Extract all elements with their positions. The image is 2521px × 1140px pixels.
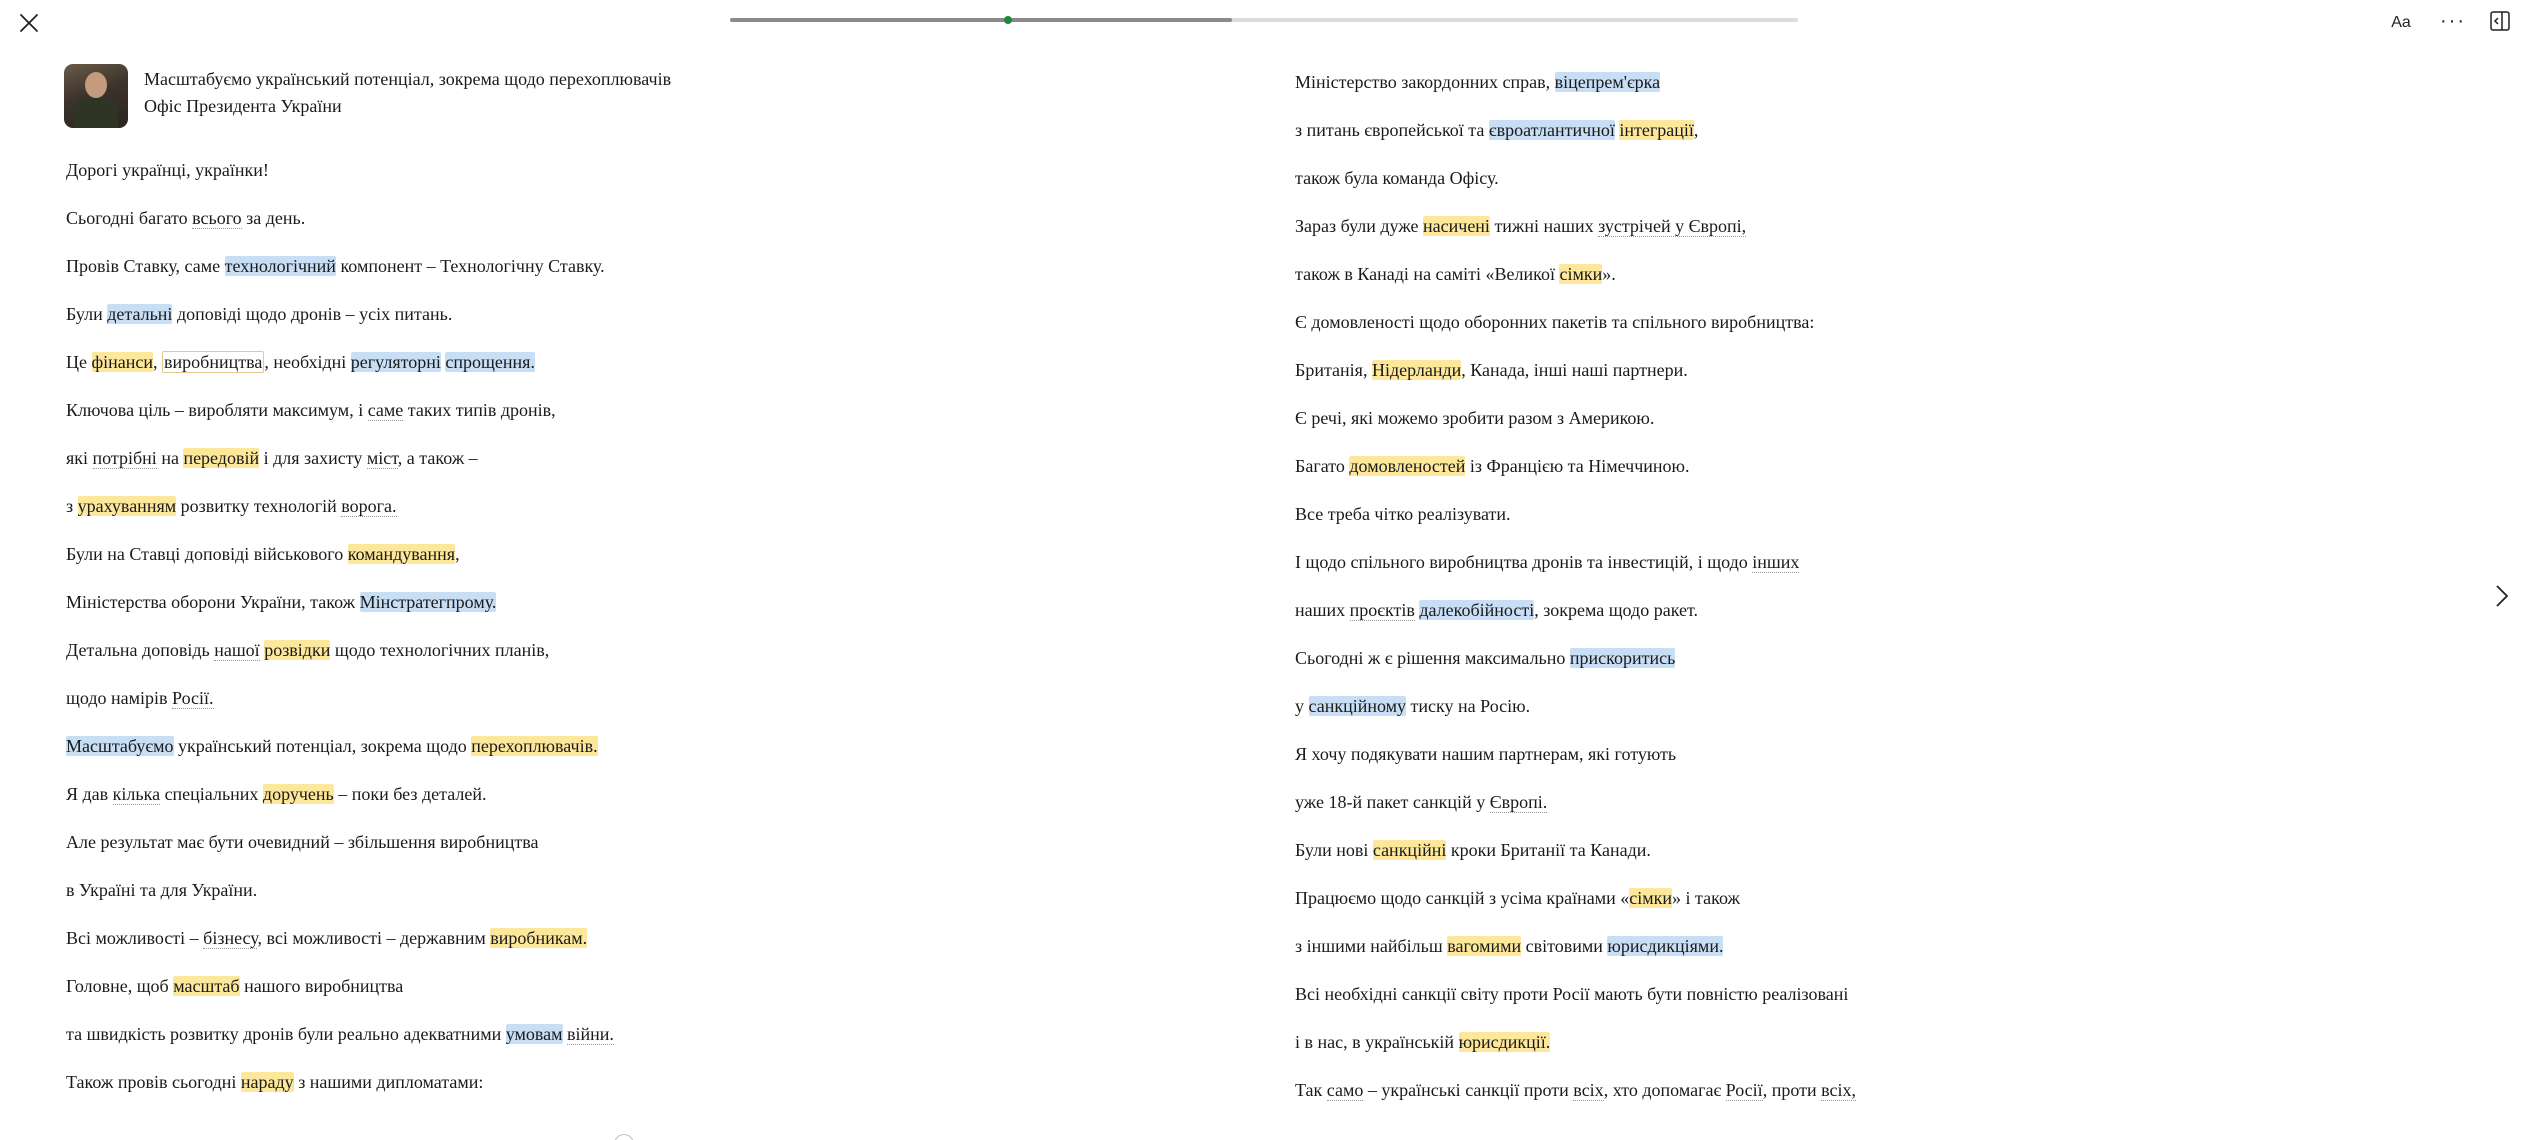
text-run: також була команда Офісу. xyxy=(1295,168,1499,188)
text-line xyxy=(1295,693,1530,719)
avatar xyxy=(64,64,128,128)
annotated-word[interactable]: Росії xyxy=(1725,1080,1763,1100)
text-run: , Канада, інші наші партнери. xyxy=(1461,360,1688,380)
highlighted-word[interactable]: розвідки xyxy=(264,640,331,660)
sidebar-toggle-icon xyxy=(2488,9,2512,33)
annotated-word[interactable]: всіх xyxy=(1573,1080,1604,1100)
text-line xyxy=(1295,213,1746,239)
text-run: Я хочу подякувати нашим партнерам, які готують xyxy=(1295,744,1677,764)
text-run: Це xyxy=(66,352,92,372)
text-line xyxy=(1295,261,1616,287)
text-run: які xyxy=(66,448,93,468)
article-header xyxy=(64,64,671,128)
header-text xyxy=(144,66,671,120)
text-run: наших xyxy=(1295,600,1350,620)
text-run: Головне, щоб xyxy=(66,976,174,996)
next-page-button[interactable] xyxy=(2488,578,2516,614)
text-run: щодо намірів xyxy=(66,688,173,708)
highlighted-word[interactable]: євроатлантичної xyxy=(1488,120,1615,140)
annotated-word[interactable]: проєктів xyxy=(1349,600,1415,620)
text-run: Міністерства оборони України, також xyxy=(66,592,360,612)
text-line xyxy=(66,1021,614,1047)
text-run: , а також – xyxy=(397,448,478,468)
text-line xyxy=(1295,405,1654,431)
highlighted-word[interactable]: санкційному xyxy=(1308,696,1407,716)
annotated-word[interactable]: нашої xyxy=(214,640,260,660)
text-run: кроки Британії та Канади. xyxy=(1446,840,1651,860)
text-line xyxy=(1295,117,1698,143)
annotated-word[interactable]: всіх, xyxy=(1821,1080,1856,1100)
text-line xyxy=(66,637,549,663)
highlighted-word[interactable]: насичені xyxy=(1423,216,1490,236)
text-run: Британія, xyxy=(1295,360,1372,380)
text-line xyxy=(1295,741,1676,767)
text-line xyxy=(1295,597,1698,623)
text-run: український потенціал, зокрема щодо xyxy=(173,736,472,756)
text-run: » і також xyxy=(1672,888,1740,908)
text-run: – українські санкції проти xyxy=(1363,1080,1574,1100)
text-line xyxy=(66,493,397,519)
highlighted-word[interactable]: виробникам. xyxy=(490,928,588,948)
text-run: розвитку технологій xyxy=(176,496,342,516)
highlighted-word[interactable]: передовій xyxy=(183,448,260,468)
text-line xyxy=(66,349,535,375)
text-run: Сьогодні ж є рішення максимально xyxy=(1295,648,1570,668)
text-line xyxy=(66,925,587,951)
more-options-button[interactable] xyxy=(2436,6,2470,36)
text-run: Ключова ціль – виробляти максимум, і xyxy=(66,400,368,420)
highlighted-word[interactable]: фінанси xyxy=(91,352,154,372)
text-line xyxy=(66,973,403,999)
annotated-word[interactable]: інших xyxy=(1752,552,1800,572)
text-run: компонент – Технологічну Ставку. xyxy=(335,256,605,276)
close-button[interactable] xyxy=(12,6,46,40)
text-run: Сьогодні багато xyxy=(66,208,193,228)
text-run: Всі можливості – xyxy=(66,928,204,948)
text-run: з xyxy=(66,496,78,516)
text-run: Детальна доповідь xyxy=(66,640,215,660)
text-run: у xyxy=(1295,696,1309,716)
highlighted-word[interactable]: спрощення. xyxy=(445,352,535,372)
highlighted-word[interactable]: Мінстратегпрому. xyxy=(359,592,497,612)
text-line xyxy=(1295,981,1848,1007)
text-run: Я дав xyxy=(66,784,113,804)
avatar-head xyxy=(85,72,107,98)
text-run: в Україні та для України. xyxy=(66,880,258,900)
progress-fill xyxy=(730,18,1232,22)
text-line xyxy=(1295,1077,1856,1103)
text-run: Так xyxy=(1295,1080,1327,1100)
text-run: Зараз були дуже xyxy=(1295,216,1424,236)
text-line xyxy=(1295,453,1689,479)
annotated-word[interactable]: само xyxy=(1326,1080,1364,1100)
highlighted-word[interactable]: домовленостей xyxy=(1349,456,1466,476)
text-line xyxy=(66,685,214,711)
page-footer-marker xyxy=(614,1134,634,1140)
text-line xyxy=(1295,837,1651,863)
text-run: нашого виробництва xyxy=(239,976,404,996)
text-run: Були нові xyxy=(1295,840,1373,860)
text-run: , хто допомагає xyxy=(1603,1080,1726,1100)
text-line xyxy=(66,733,598,759)
text-line xyxy=(66,301,452,327)
text-run: світовими xyxy=(1521,936,1608,956)
annotated-word[interactable]: бізнесу xyxy=(203,928,258,948)
text-preferences-button[interactable] xyxy=(2384,8,2418,38)
text-run: Провів Ставку, саме xyxy=(66,256,225,276)
text-line xyxy=(1295,69,1660,95)
highlighted-word[interactable]: прискоритись xyxy=(1569,648,1676,668)
text-run: уже 18-й пакет санкцій у xyxy=(1295,792,1490,812)
text-line xyxy=(66,1069,483,1095)
avatar-body xyxy=(74,98,118,128)
text-run: і для захисту xyxy=(259,448,367,468)
annotated-word[interactable]: кілька xyxy=(112,784,161,804)
highlighted-word[interactable]: санкційні xyxy=(1372,840,1447,860)
progress-marker xyxy=(1004,16,1012,24)
text-run: Дорогі українці, українки! xyxy=(66,160,269,180)
article-title: Масштабуємо український потенціал, зокрема щодо перехоплювачів xyxy=(144,69,672,89)
highlighted-word[interactable]: перехоплювачів. xyxy=(471,736,598,756)
text-run: І щодо спільного виробництва дронів та інвестицій, і щодо xyxy=(1295,552,1753,572)
text-line xyxy=(66,157,269,183)
text-line xyxy=(66,397,556,423)
text-line xyxy=(1295,501,1511,527)
annotated-word[interactable]: виробництва xyxy=(164,352,263,372)
text-run: також в Канаді на саміті «Великої xyxy=(1295,264,1560,284)
highlighted-word[interactable]: далекобійності xyxy=(1419,600,1535,620)
highlighted-word[interactable]: доручень xyxy=(262,784,334,804)
text-line xyxy=(1295,933,1723,959)
text-run: Також провів сьогодні xyxy=(66,1072,241,1092)
reading-progress-bar[interactable] xyxy=(730,18,1798,22)
highlighted-word[interactable]: сімки xyxy=(1559,264,1603,284)
text-line xyxy=(1295,549,1799,575)
text-run: спеціальних xyxy=(160,784,263,804)
text-run: таких типів дронів, xyxy=(403,400,556,420)
chevron-right-icon xyxy=(2494,582,2510,610)
text-run: ». xyxy=(1602,264,1616,284)
font-size-icon: Aa xyxy=(2391,14,2411,31)
highlighted-word[interactable]: вагомими xyxy=(1447,936,1522,956)
text-run: , xyxy=(153,352,163,372)
highlighted-word[interactable]: масштаб xyxy=(173,976,240,996)
highlighted-word[interactable]: урахуванням xyxy=(77,496,177,516)
annotated-word[interactable]: Європі. xyxy=(1489,792,1548,812)
text-run: тиску на Росію. xyxy=(1406,696,1531,716)
article-author: Офіс Президента України xyxy=(144,96,342,116)
highlighted-word[interactable]: детальні xyxy=(107,304,173,324)
text-line xyxy=(66,877,257,903)
text-run: з іншими найбільш xyxy=(1295,936,1448,956)
text-line xyxy=(1295,1029,1550,1055)
text-run: щодо технологічних планів, xyxy=(330,640,550,660)
text-line xyxy=(66,253,605,279)
highlighted-word[interactable]: сімки xyxy=(1629,888,1673,908)
text-run: доповіді щодо дронів – усіх питань. xyxy=(172,304,453,324)
text-run: Все треба чітко реалізувати. xyxy=(1295,504,1511,524)
text-run: Були на Ставці доповіді військового xyxy=(66,544,348,564)
text-line xyxy=(1295,165,1499,191)
text-run: за день. xyxy=(241,208,306,228)
sidebar-toggle-button[interactable] xyxy=(2483,6,2517,36)
close-icon xyxy=(17,11,41,35)
text-run: із Францією та Німеччиною. xyxy=(1465,456,1690,476)
annotated-word[interactable]: міст xyxy=(366,448,398,468)
annotated-word[interactable]: війни. xyxy=(567,1024,614,1044)
annotated-word[interactable]: Росії. xyxy=(172,688,214,708)
text-run: з питань європейської та xyxy=(1295,120,1489,140)
text-run: та швидкість розвитку дронів були реально адекватними xyxy=(66,1024,506,1044)
text-run: , необхідні xyxy=(264,352,351,372)
text-line xyxy=(1295,309,1814,335)
highlighted-word[interactable]: регуляторні xyxy=(350,352,441,372)
text-run: Працюємо щодо санкцій з усіма країнами « xyxy=(1295,888,1630,908)
text-run: Є речі, які можемо зробити разом з Америкою. xyxy=(1295,408,1655,428)
text-run: Були xyxy=(66,304,108,324)
text-line xyxy=(1295,645,1675,671)
annotated-word[interactable]: зустрічей у Європі, xyxy=(1598,216,1747,236)
text-line xyxy=(1295,885,1740,911)
text-run: на xyxy=(156,448,184,468)
annotated-word[interactable]: саме xyxy=(367,400,404,420)
text-line xyxy=(66,541,460,567)
text-run: з нашими дипломатами: xyxy=(293,1072,484,1092)
text-run: , зокрема щодо ракет. xyxy=(1534,600,1698,620)
highlighted-word[interactable]: командування xyxy=(347,544,456,564)
text-run: , xyxy=(1693,120,1699,140)
text-run: – поки без деталей. xyxy=(333,784,487,804)
text-line xyxy=(66,781,486,807)
annotated-word[interactable]: всього xyxy=(192,208,242,228)
text-run: , xyxy=(455,544,460,564)
text-run: Є домовленості щодо оборонних пакетів та спільного виробництва: xyxy=(1295,312,1815,332)
more-options-icon: ··· xyxy=(2440,9,2466,32)
text-run: Всі необхідні санкції світу проти Росії мають бути повністю реалізовані xyxy=(1295,984,1849,1004)
highlighted-word[interactable]: умовам xyxy=(505,1024,563,1044)
text-run: , проти xyxy=(1762,1080,1822,1100)
text-line xyxy=(1295,789,1547,815)
text-run: тижні наших xyxy=(1489,216,1599,236)
annotated-word[interactable]: потрібні xyxy=(92,448,157,468)
highlighted-word[interactable]: нараду xyxy=(240,1072,294,1092)
text-run: Багато xyxy=(1295,456,1350,476)
text-line xyxy=(1295,357,1688,383)
highlighted-word[interactable]: юрисдикціями. xyxy=(1607,936,1724,956)
highlighted-word[interactable]: технологічний xyxy=(224,256,336,276)
text-line xyxy=(66,205,305,231)
text-line xyxy=(66,445,478,471)
highlighted-word[interactable]: Масштабуємо xyxy=(66,736,174,756)
text-line xyxy=(66,829,538,855)
text-run: Але результат має бути очевидний – збільшення виробництва xyxy=(66,832,539,852)
annotated-word[interactable]: ворога. xyxy=(341,496,397,516)
highlighted-word[interactable]: Нідерланди xyxy=(1371,360,1462,380)
text-run: , всі можливості – державним xyxy=(257,928,491,948)
highlighted-word[interactable]: юрисдикції. xyxy=(1458,1032,1551,1052)
highlighted-word[interactable]: інтеграції xyxy=(1619,120,1694,140)
text-line xyxy=(66,589,496,615)
text-run: Міністерство закордонних справ, xyxy=(1295,72,1555,92)
text-run: і в нас, в українській xyxy=(1295,1032,1459,1052)
highlighted-word[interactable]: віцепрем'єрка xyxy=(1554,72,1661,92)
